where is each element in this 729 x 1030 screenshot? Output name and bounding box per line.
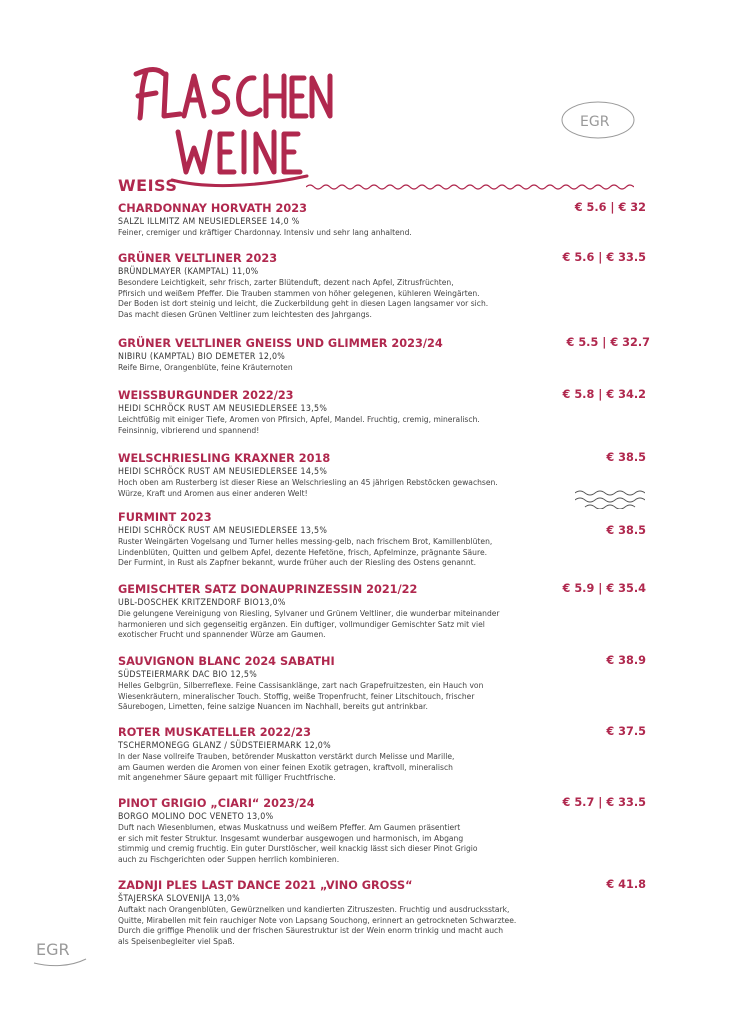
wine-description: Besondere Leichtigkeit, sehr frisch, zarter Blütenduft, dezent nach Apfel, Zitrusfrüchten, Pfirsich und weißem Pfeffer. Die Trauben stammen von höher gelegenen, kühleren Weingärten. Der Boden ist dort steinig und leicht, die Zuckerbildung geht in diesen Lagen langsamer vor sich. Das macht diesen Grünen Veltliner zum leichtesten des Jahrgangs. [118, 278, 489, 319]
wine-title: GEMISCHTER SATZ DONAUPRINZESSIN 2021/22 [118, 583, 418, 596]
section-title-weiss: WEISS [118, 176, 178, 195]
wine-title: ROTER MUSKATELLER 2022/23 [118, 726, 311, 739]
wine-entry [118, 654, 646, 713]
wine-description: Duft nach Wiesenblumen, etwas Muskatnuss und weißem Pfeffer. Am Gaumen präsentiert er sich mit fester Struktur. Insgesamt wunderbar ausgewogen und harmonisch, im Abgang stimmig und cremig fruchtig. Ein guter Durstlöscher, weil knackig lässt sich dieser Pinot Grigio auch zu Fischgerichten oder Suppen herrlich kombinieren. [118, 823, 478, 864]
wine-entry [118, 796, 646, 865]
wine-producer: HEIDI SCHRÖCK RUST AM NEUSIEDLERSEE 14,5% [118, 467, 328, 477]
wine-entry [118, 725, 646, 784]
wine-price: € 38.5 [606, 524, 646, 537]
wine-producer: TSCHERMONEGG GLANZ / SÜDSTEIERMARK 12,0% [118, 741, 331, 751]
wine-entry [118, 878, 646, 947]
wine-entry [118, 510, 646, 569]
decorative-wavy-line [306, 181, 634, 193]
wine-price: € 5.9 | € 35.4 [562, 582, 646, 595]
wine-producer: BRÜNDLMAYER (KAMPTAL) 11,0% [118, 267, 259, 277]
egr-stamp-bottom [30, 925, 90, 970]
wine-price: € 5.6 | € 32 [574, 201, 646, 214]
wine-title: PINOT GRIGIO „CIARI“ 2023/24 [118, 797, 315, 810]
wine-entry [118, 451, 646, 499]
egr-stamp-top [558, 98, 638, 142]
wine-description: Leichtfüßig mit einiger Tiefe, Aromen von Pfirsich, Apfel, Mandel. Fruchtig, cremig, mineralisch. Feinsinnig, vibrierend und spannend! [118, 415, 480, 435]
wine-title: WEISSBURGUNDER 2022/23 [118, 389, 294, 402]
wine-price: € 41.8 [606, 878, 646, 891]
wine-producer: NIBIRU (KAMPTAL) BIO DEMETER 12,0% [118, 352, 286, 362]
wine-description: Hoch oben am Rusterberg ist dieser Riese an Welschriesling an 45 jährigen Rebstöcken gewachsen. Würze, Kraft und Aromen aus einer anderen Welt! [118, 478, 498, 498]
svg-text:EGR: EGR [580, 114, 610, 130]
wine-producer: UBL-DOSCHEK KRITZENDORF BIO13,0% [118, 598, 286, 608]
wine-title: CHARDONNAY HORVATH 2023 [118, 202, 307, 215]
wine-producer: SALZL ILLMITZ AM NEUSIEDLERSEE 14,0 % [118, 217, 300, 227]
wine-description: In der Nase vollreife Trauben, betörender Muskatton verstärkt durch Melisse und Marille, am Gaumen werden die Aromen von einer feinen Exotik getragen, kraftvoll, mineralisch mit angenehmer Säure gepaart mit fülliger Fruchtfrische. [118, 752, 455, 783]
wine-title: FURMINT 2023 [118, 511, 212, 524]
wine-price: € 5.7 | € 33.5 [562, 796, 646, 809]
wine-producer: SÜDSTEIERMARK DAC BIO 12,5% [118, 670, 258, 680]
wine-price: € 38.5 [606, 451, 646, 464]
wine-title: WELSCHRIESLING KRAXNER 2018 [118, 452, 331, 465]
wine-price: € 38.9 [606, 654, 646, 667]
wine-title: GRÜNER VELTLINER 2023 [118, 252, 278, 265]
wine-price: € 5.6 | € 33.5 [562, 251, 646, 264]
wine-entry [118, 388, 646, 436]
wine-title: SAUVIGNON BLANC 2024 SABATHI [118, 655, 335, 668]
wine-price: € 5.5 | € 32.7 [566, 336, 650, 349]
wine-price: € 37.5 [606, 725, 646, 738]
wine-description: Reife Birne, Orangenblüte, feine Kräuternoten [118, 363, 293, 372]
wine-description: Feiner, cremiger und kräftiger Chardonnay. Intensiv und sehr lang anhaltend. [118, 228, 412, 237]
wine-title: ZADNJI PLES LAST DANCE 2021 „VINO GROSS“ [118, 879, 413, 892]
wine-price: € 5.8 | € 34.2 [562, 388, 646, 401]
wine-producer: BORGO MOLINO DOC VENETO 13,0% [118, 812, 274, 822]
wine-description: Auftakt nach Orangenblüten, Gewürznelken und kandierten Zitruszesten. Fruchtig und ausdrucksstark, Quitte, Mirabellen mit fein rauchiger Note von Lapsang Souchong, erinnert an getrockneten Schwarztee. Durch die griffige Phenolik und der frischen Säurestruktur ist der Wein enorm trinkig und macht auch als Speisenbegleiter viel Spaß. [118, 905, 517, 946]
wine-title: GRÜNER VELTLINER GNEISS UND GLIMMER 2023/24 [118, 337, 443, 350]
flaschen-weine-logo [132, 60, 337, 190]
wine-entry [118, 336, 650, 374]
wine-entry [118, 201, 646, 239]
wine-producer: ŠTAJERSKA SLOVENIJA 13,0% [118, 894, 240, 904]
wine-entry [118, 582, 646, 641]
wine-producer: HEIDI SCHRÖCK RUST AM NEUSIEDLERSEE 13,5% [118, 526, 328, 536]
wine-entry [118, 251, 646, 320]
wine-producer: HEIDI SCHRÖCK RUST AM NEUSIEDLERSEE 13,5% [118, 404, 328, 414]
svg-text:EGR: EGR [36, 940, 70, 959]
wine-description: Helles Gelbgrün, Silberreflexe. Feine Cassisanklänge, zart nach Grapefruitzesten, ein Hauch von Wiesenkräutern, mineralischer Touch. Stoffig, weiße Tropenfrucht, feiner Litschitouch, frischer Säurebogen, Limetten, feine salzige Nuancen im Nachhall, bereits gut antrinkbar. [118, 681, 484, 712]
wine-description: Die gelungene Vereinigung von Riesling, Sylvaner und Grünem Veltliner, die wunderbar miteinander harmonieren und sich gegenseitig ergänzen. Ein duftiger, vollmundiger Gemischter Satz mit viel exotischer Frucht und spannender Würze am Gaumen. [118, 609, 500, 640]
wine-description: Ruster Weingärten Vogelsang und Turner helles messing-gelb, nach frischem Brot, Kamillenblüten, Lindenblüten, Quitten und gelbem Apfel, dezente Hefetöne, frisch, Apfelminze, prägnante Säure. Der Furmint, in Rust als Zapfner bekannt, wurde früher auch der Riesling des Ostens genannt. [118, 537, 493, 568]
